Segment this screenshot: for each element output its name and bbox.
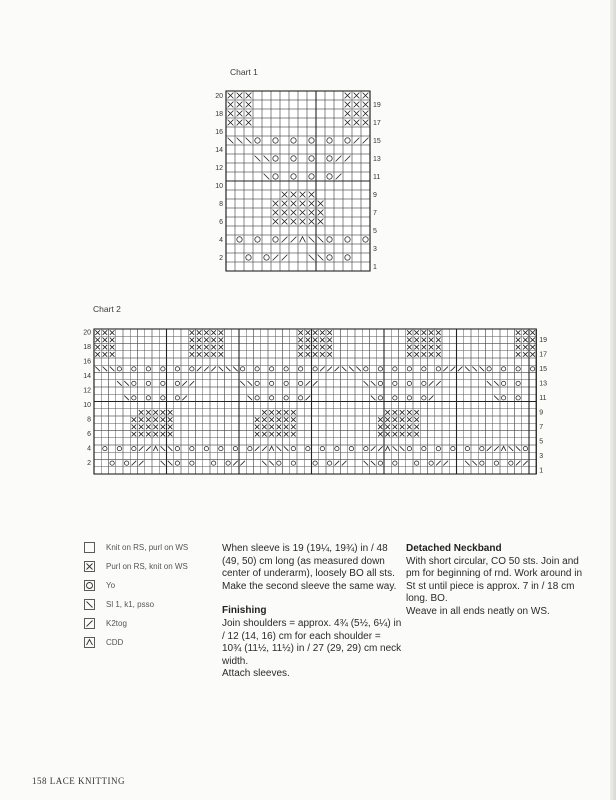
legend-item-k2tog [84, 614, 188, 633]
page-edge [610, 0, 616, 800]
book-title: LACE KNITTING [49, 776, 125, 786]
row-label-right: 5 [373, 228, 377, 236]
legend-label: K2tog [106, 619, 127, 628]
legend-label: Yo [106, 581, 116, 590]
row-label-left: 6 [219, 219, 223, 227]
row-label-left: 20 [215, 93, 223, 101]
row-label-right: 7 [373, 210, 377, 218]
row-label-left: 16 [83, 358, 91, 366]
legend-item-knit [84, 538, 188, 557]
legend-item-purl [84, 557, 188, 576]
row-label-right: 15 [373, 138, 381, 146]
x-square-icon [84, 561, 95, 572]
row-label-left: 10 [215, 183, 223, 191]
chart-2-grid [80, 327, 548, 509]
legend-item-ssk [84, 595, 188, 614]
legend-item-yo [84, 576, 188, 595]
row-label-right: 3 [373, 246, 377, 254]
row-label-left: 18 [215, 111, 223, 119]
row-label-left: 6 [87, 431, 91, 439]
row-label-right: 1 [539, 467, 544, 475]
row-label-left: 8 [219, 201, 223, 209]
row-label-left: 16 [215, 129, 223, 137]
row-label-right: 15 [539, 365, 548, 373]
row-label-right: 7 [539, 423, 544, 431]
finishing-paragraph: Join shoulders = approx. 4¾ (5½, 6¼) in / 12 (14, 16) cm for each shoulder = 10¾ (11½, 11½) in / 27 (29, 29) cm neck width. [222, 617, 402, 667]
row-label-right: 9 [539, 409, 544, 417]
finishing-heading: Finishing [222, 605, 267, 617]
chart-cells [83, 329, 547, 474]
legend-label: Sl 1, k1, psso [106, 600, 155, 609]
row-label-left: 8 [87, 416, 91, 424]
row-label-left: 12 [215, 165, 223, 173]
row-label-right: 5 [539, 438, 544, 446]
legend [84, 538, 188, 652]
row-label-left: 12 [83, 387, 91, 395]
row-label-left: 18 [83, 344, 91, 352]
legend-label: Knit on RS, purl on WS [106, 543, 189, 552]
row-label-right: 19 [373, 102, 381, 110]
row-label-right: 17 [539, 351, 548, 359]
neckband-column [406, 543, 586, 619]
row-label-left: 2 [87, 460, 91, 468]
sleeve-finishing-column [222, 543, 402, 681]
legend-item-cdd [84, 633, 188, 652]
slash-square-icon [84, 618, 95, 629]
blank-square-icon [84, 542, 95, 553]
weave-ends-paragraph: Weave in all ends neatly on WS. [406, 605, 550, 617]
chart-1-title: Chart 1 [230, 67, 258, 77]
row-label-left: 14 [215, 147, 223, 155]
circle-square-icon [84, 580, 95, 591]
row-label-right: 11 [539, 394, 547, 402]
row-label-right: 13 [373, 156, 381, 164]
page-footer [32, 776, 125, 786]
backslash-square-icon [84, 599, 95, 610]
chart-cells [215, 91, 381, 271]
caret-square-icon [84, 637, 95, 648]
sleeve-paragraph: When sleeve is 19 (19¼, 19¾) in / 48 (49, 50) cm long (as measured down center of underarm), loosely BO all sts. Make the second sleeve the same way. [222, 543, 397, 592]
legend-label: Purl on RS, knit on WS [106, 562, 188, 571]
legend-label: CDD [106, 638, 124, 647]
row-label-right: 13 [539, 380, 548, 388]
page-number: 158 [32, 776, 47, 786]
row-label-left: 4 [87, 445, 91, 453]
row-label-right: 1 [373, 264, 377, 272]
row-label-left: 10 [83, 402, 91, 410]
row-label-left: 2 [219, 255, 223, 263]
row-label-right: 17 [373, 120, 381, 128]
chart-2-title: Chart 2 [93, 304, 121, 314]
row-label-right: 19 [539, 336, 548, 344]
row-label-right: 3 [539, 452, 544, 460]
chart-1-grid [212, 89, 392, 271]
neckband-paragraph: With short circular, CO 50 sts. Join and pm for beginning of rnd. Work around in St st until piece is approx. 7 in / 18 cm long. BO. [406, 555, 583, 605]
row-label-left: 20 [83, 329, 91, 337]
row-label-right: 9 [373, 192, 377, 200]
attach-sleeves-paragraph: Attach sleeves. [222, 668, 290, 680]
row-label-right: 11 [373, 174, 381, 182]
row-label-left: 14 [83, 373, 91, 381]
row-label-left: 4 [219, 237, 223, 245]
neckband-heading: Detached Neckband [406, 543, 502, 554]
